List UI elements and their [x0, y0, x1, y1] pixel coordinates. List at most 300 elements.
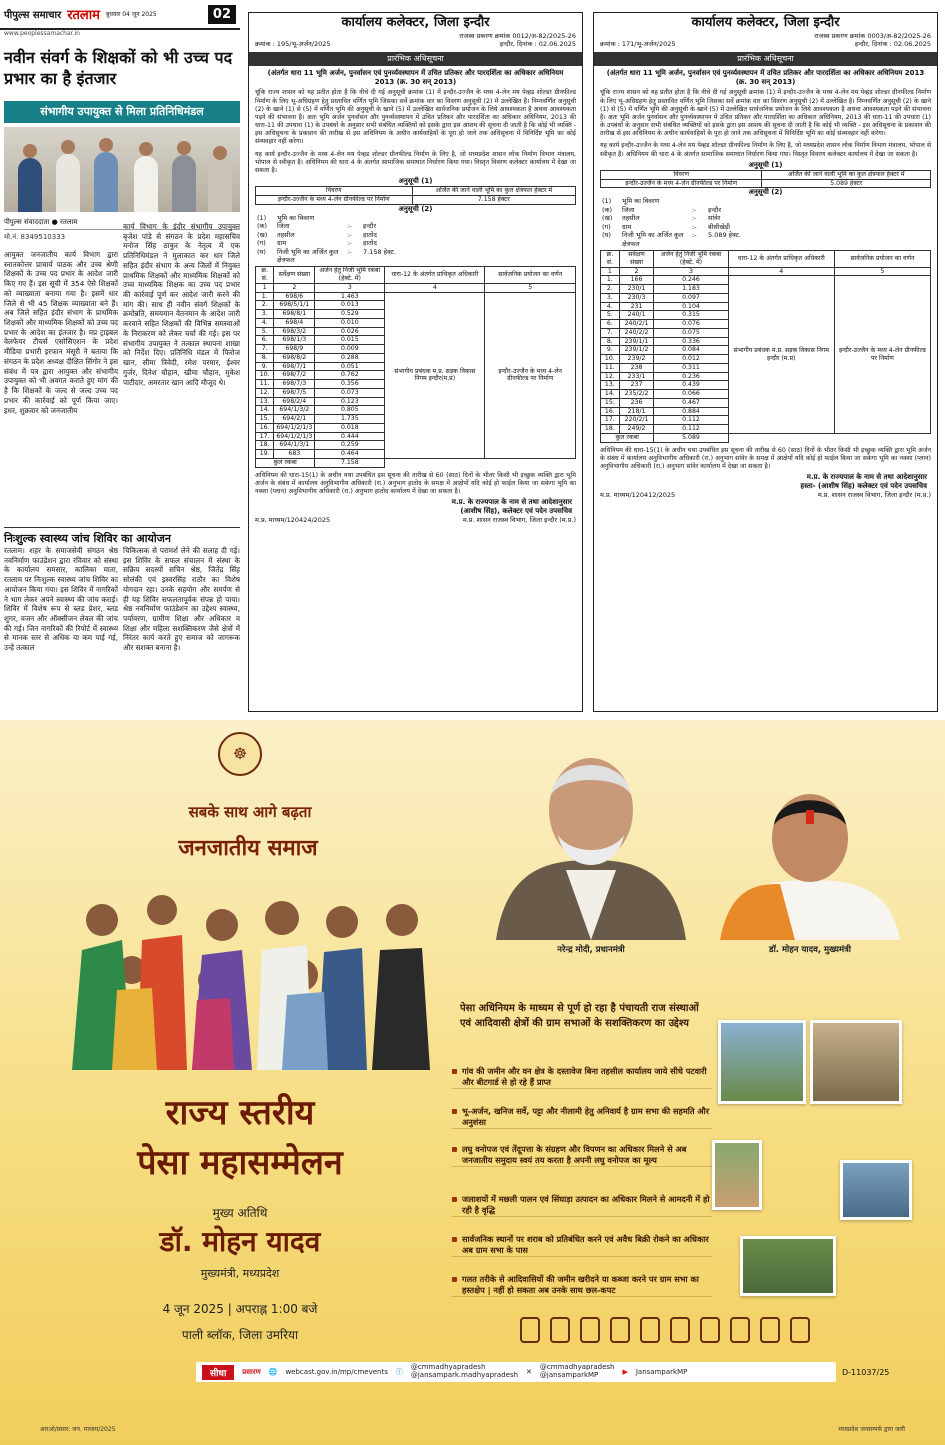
x-handle[interactable]: @cmmadhyapradesh — [539, 1363, 615, 1372]
table-cell: 236 — [619, 398, 654, 407]
notice1-sig3: म.प्र. शासन राजस्व विभाग, जिला इन्दौर (म.प्र.) — [462, 516, 576, 525]
village-photo-3 — [712, 1140, 762, 1210]
land-detail-cell: (ख) — [602, 214, 613, 223]
table-cell: 0.026 — [315, 327, 385, 336]
s1-cell: 5.089 हेक्टर — [762, 179, 931, 188]
land-detail-cell — [708, 197, 929, 205]
purpose-cell: इन्दौर-उज्जैन के मध्य 4-लेन ग्रीनफील्ड पर निर्माण — [485, 292, 576, 458]
table-cell: 0.084 — [654, 346, 728, 355]
pesa-point: जलाशयों में मछली पालन एवं सिंघाड़ा उत्पादन का अधिकार मिलने से आमदनी में हो रही है वृद्धि — [452, 1194, 712, 1217]
table-cell: 1.183 — [654, 285, 728, 294]
land-detail-cell: निजी भूमि का अर्जित कुल क्षेत्रफल — [277, 247, 339, 264]
land-detail-cell: (ख) — [257, 230, 268, 239]
pesa-point: सार्वजनिक स्थानों पर शराब को प्रतिबंधित करने एवं अवैध बिक्री रोकने का अधिकार अब ग्राम सभा के पास — [452, 1234, 712, 1257]
table-cell: 0.073 — [315, 388, 385, 397]
site-url[interactable]: www.peoplessamachar.in — [4, 30, 80, 37]
table-cell: 0.884 — [654, 407, 728, 416]
s1-head: विवरण — [601, 170, 762, 179]
table-cell: 233/1 — [619, 372, 654, 381]
story2-col1: रतलाम। शहर के समाजसेवी संगठन श्रेष्ठ नवनिर्माण फाउंडेशन द्वारा रविवार को संस्था के कार्यालय समसार, कालिका माता, रतलाम पर निःशुल्क स्वास्थ्य जांच शिविर का आयोजन किया गया। इस शिविर में नागरिकों ने भाग लेकर अपने स्वास्थ्य की जांच कराई। शिविर में विशेष रूप से ब्लड प्रेशर, ब्लड शुगर, वजन और ऑक्सीजन लेवल की जांच की गई। जिन नागरिकों की रिपोर्ट में स्वास्थ्य से मानक स्तर से अधिक या कम पाई गई, उन्हें तत्काल — [4, 546, 118, 653]
land-detail-cell: :- — [692, 231, 697, 240]
land-detail-cell: (क) — [257, 222, 268, 231]
table-cell: 249/2 — [619, 425, 654, 434]
table-cell: 6. — [256, 336, 274, 345]
land-detail-cell: :- — [347, 222, 352, 231]
village-photo-1 — [718, 1020, 806, 1104]
table-cell: 698/2/4 — [274, 397, 315, 406]
ad-slogan-2: जनजातीय समाज — [178, 836, 318, 861]
table-cell: 8. — [256, 353, 274, 362]
chief-guest-role: मुख्यमंत्री, मध्यप्रदेश — [200, 1267, 280, 1280]
land-detail-cell: 5.089 हेक्ट. — [708, 231, 742, 240]
chief-guest-name: डॉ. मोहन यादव — [159, 1225, 321, 1258]
notice2-body2: यह कार्य इन्दौर-उज्जैन के मध्य 4-लेन मय पेव्हड शोल्डर ग्रीनफील्ड निर्माण के लिए है, जो मध्यप्रदेश शासन लोक निर्माण विभाग मंत्रालय, भोपाल से स्वीकृत है। अधिनियम की धारा 4 के अंतर्गत सामाजिक समाघात निर्धारण किया गया। विस्तृत विवरण कलेक्टर कार्यालय में देखा जा सकता है। — [600, 142, 931, 158]
table-cell: 14. — [256, 406, 274, 415]
table-cell: 698/9 — [274, 345, 315, 354]
table-cell: 12. — [256, 388, 274, 397]
column-number: 5 — [485, 283, 576, 292]
table-cell: 16. — [256, 423, 274, 432]
x-icon: ✕ — [526, 1368, 532, 1376]
table-cell: 1. — [256, 292, 274, 301]
table-cell: 4. — [256, 318, 274, 327]
pm-portrait — [486, 740, 696, 962]
fb-handle[interactable]: @jansampark.madhyapradesh — [410, 1371, 519, 1379]
s1-cell: इन्दौर-उज्जैन के मध्य 4-लेन ग्रीनफील्ड पर निर्माण — [256, 195, 413, 204]
village-photo-2 — [810, 1020, 902, 1104]
table-cell: 694/1/2/1/3 — [274, 432, 315, 441]
table-cell: 8. — [601, 337, 620, 346]
notice1-dated: इन्दौर, दिनांक : 02.06.2025 — [499, 40, 576, 49]
notice2-s1-title: अनुसूची (1) — [748, 160, 783, 169]
table-cell: 11. — [601, 363, 620, 372]
table-cell: 0.762 — [315, 371, 385, 380]
land-detail-cell: (घ) — [257, 247, 266, 256]
table-cell: 0.075 — [654, 328, 728, 337]
pesa-point: गांव की जमीन और वन क्षेत्र के दस्तावेज बिना तहसील कार्यालय जाये सीधे पटवारी और बीटगार्ड से हो रहे हैं प्राप्त — [452, 1066, 712, 1089]
table-cell: 0.336 — [654, 337, 728, 346]
ad-bottom-left: आरओ/प्रसार: जन. माध्यम/2025 — [40, 1426, 116, 1433]
table-cell: 0.467 — [654, 398, 728, 407]
table-cell: 13. — [601, 381, 620, 390]
notice2-act: (अंतर्गत धारा 11 भूमि अर्जन, पुनर्वासन एवं पुनर्व्यवस्थापन में उचित प्रतिकर और पारदर्शिता का अधिकार अधिनियम 2013 (क्र. 30 सन् 2013) — [606, 69, 925, 87]
notice1-s1-title: अनुसूची (1) — [398, 177, 433, 186]
table-cell: 18. — [256, 441, 274, 450]
notice1-schedule2 — [255, 266, 576, 467]
event-title-2: पेसा महासम्मेलन — [137, 1143, 343, 1183]
story1-headline: नवीन संवर्ग के शिक्षकों को भी उच्च पद प्रभार का है इंतजार — [4, 48, 233, 88]
story1-photo — [4, 127, 240, 212]
cm-caption: डॉ. मोहन यादव, मुख्यमंत्री — [769, 945, 851, 955]
table-cell: 16. — [601, 407, 620, 416]
ad-docket-number: D-11037/25 — [842, 1368, 890, 1377]
table-cell: 0.097 — [654, 293, 728, 302]
table-cell: 18. — [601, 425, 620, 434]
table-cell: 0.464 — [315, 450, 385, 459]
story2-headline: निःशुल्क स्वास्थ्य जांच शिविर का आयोजन — [4, 527, 240, 546]
column-number: 4 — [728, 267, 834, 276]
table-cell: 220/2/1 — [619, 416, 654, 425]
table-cell: 7. — [256, 345, 274, 354]
byline-place: रतलाम — [60, 218, 78, 226]
table-cell: 15. — [601, 398, 620, 407]
tribal-art-icon — [700, 1317, 720, 1343]
table-cell: 3. — [256, 310, 274, 319]
land-detail-cell: भूमि का विवरण — [277, 213, 315, 222]
table-cell: 7. — [601, 328, 620, 337]
land-detail-cell: :- — [347, 230, 352, 239]
table-cell: 4. — [601, 302, 620, 311]
notice1-body: चूंकि राज्य शासन को यह प्रतीत होता है कि नीचे दी गई अनुसूची क्रमांक (1) में इन्दौर-उज्जैन के मध्य 4-लेन मय पेव्हड शोल्डर ग्रीनफील्ड निर्माण के लिए भू-अधिग्रहण हेतु प्रस्तावित वर्णित भूमि जिसका सर्वे क्रमांक वार का विवरण अनुसूची (2) में उल्लेखित है। निम्नवर्णित अनुसूची (2) के खाने (1) से (5) में वर्णित भूमि की अनुसूची के खाने (5) में उल्लेखित सार्वजनिक प्रयोजन के लिये आवश्यकता है अथवा आवश्यकता पड़ने की संभावना है। अतः भूमि अर्जन पुनर्वासन और पुनर्व्यवस्थापन में उचित प्रतिकर और पारदर्शिता का अधिकार अधिनियम, 2013 की धारा-11 की उपधारा (1) के उपबंधों के अनुसार सभी संबंधित व्यक्तियों को इसके द्वारा इस आशय की सूचना दी जाती है कि कोई भी व्यक्ति - इस अधिसूचना के प्रकाशन की तारीख से इस अधिनियम के अधीन कार्यवाहियों के पूरा हो जाने तक अधिसूचना में विनिर्दिष्ट भूमि का कोई संव्यवहार नहीं करेगा। — [255, 89, 576, 146]
table-cell: 0.051 — [315, 362, 385, 371]
notice2-footer: अधिनियम की धारा-15(1) के अधीन यथा उपबंधित इस सूचना की तारीख से 60 (साठ) दिनों के भीतर किसी भी इच्छुक व्यक्ति द्वारा भूमि अर्जन के संबंध में कार्यालय अनुविभागीय अधिकारी (रा.) अनुभाग सांवेर के समक्ष में आक्षेपों यदि कोई हो फाईल किया जा सकेगा भूमि का नक्शा (प्लान) अनुविभागीय अधिकारी (रा.) अनुभाग सांवेर कार्यालय में देखा जा सकता है। — [600, 446, 931, 470]
table-cell: 0.311 — [654, 363, 728, 372]
pesa-point: गलत तरीके से आदिवासियों की जमीन खरीदने या कब्जा करने पर ग्राम सभा का हस्तक्षेप | नहीं हो सकता अब उनके साथ छल-कपट — [452, 1274, 712, 1297]
notice2-dated: इन्दौर, दिनांक : 02.06.2025 — [854, 40, 931, 49]
notice-2 — [593, 12, 938, 712]
table-cell: 0.112 — [654, 416, 728, 425]
table-cell: 0.076 — [654, 320, 728, 329]
land-detail-cell: (क) — [602, 205, 613, 214]
notice1-regno: राजस्व प्रकरण क्रमांक 0012/अ-82/2025-26 — [459, 31, 576, 40]
table-cell: 0.066 — [654, 390, 728, 399]
story1-subhead: संभागीय उपायुक्त से मिला प्रतिनिधिमंडल — [4, 101, 240, 123]
table-cell: 17. — [601, 416, 620, 425]
column-number: 2 — [274, 283, 315, 292]
pm-photo — [486, 740, 696, 940]
notice1-caseno: क्रमांक : 195/भू-अर्जन/2025 — [255, 40, 331, 49]
table-cell: 698/7/2 — [274, 371, 315, 380]
table-cell: 235/2/2 — [619, 390, 654, 399]
land-detail-cell: :- — [347, 239, 352, 248]
column-number: 1 — [256, 283, 274, 292]
column-header: सार्वजनिक प्रयोजन का वर्णन — [834, 251, 930, 268]
total-label: कुल रकबा — [256, 458, 315, 467]
notice2-sig1: म.प्र. के राज्यपाल के नाम से तथा आदेशानुसार — [806, 473, 927, 482]
column-header: क्र. सं. — [256, 267, 274, 284]
land-detail-cell: (घ) — [602, 231, 611, 240]
tribal-art-icon — [640, 1317, 660, 1343]
village-photo-5 — [740, 1236, 836, 1296]
table-cell: 0.315 — [654, 311, 728, 320]
column-header: अर्जन हेतु निजी भूमि रकबा (हेक्टे. में) — [654, 251, 728, 268]
land-detail-cell: ग्राम — [277, 239, 287, 248]
s1-cell: 7.158 हेक्टर — [412, 195, 575, 204]
table-cell: 11. — [256, 380, 274, 389]
total-value: 7.158 — [315, 458, 385, 467]
table-cell: 0.018 — [315, 423, 385, 432]
table-cell: 239/1/2 — [619, 346, 654, 355]
city-name: रतलाम — [67, 8, 100, 23]
column-number: 4 — [385, 283, 485, 292]
notice2-sig2: हस्ता- (आशीष सिंह) कलेक्टर एवं पदेन उपसचिव — [800, 482, 927, 491]
pesa-point: लघु वनोपज एवं तेंदूपत्ता के संग्रहण और विपणन का अधिकार मिलने से अब जनजातीय समुदाय स्वयं तय करता है अपनी लघु वनोपज का मूल्य — [452, 1144, 712, 1167]
total-row — [256, 458, 576, 467]
s1-head: अर्जित की जाने वाली भूमि का कुल क्षेत्रफल हेक्टर में — [762, 170, 931, 179]
notice1-s2-title: अनुसूची (2) — [398, 204, 433, 213]
notice2-s2-title: अनुसूची (2) — [748, 188, 783, 197]
table-cell: 0.529 — [315, 310, 385, 319]
land-detail-cell — [347, 214, 363, 222]
notice1-office: कार्यालय कलेक्टर, जिला इन्दौर — [341, 15, 490, 30]
notice1-body2: यह कार्य इन्दौर-उज्जैन के मध्य 4-लेन मय पेव्हड शोल्डर ग्रीनफील्ड निर्माण के लिए है, जो मध्यप्रदेश शासन लोक निर्माण विभाग मंत्रालय, भोपाल से स्वीकृत है। अधिनियम की धारा 4 के अंतर्गत सामाजिक समाघात निर्धारण किया गया। विस्तृत विवरण कलेक्टर कार्यालय में देखा जा सकता है। — [255, 150, 576, 174]
column-number: 5 — [834, 267, 930, 276]
authority-cell: संभागीय प्रबंधक म.प्र. सड़क विकास निगम इन्दौर(म.प्र) — [385, 292, 485, 458]
x-handle[interactable]: @jansamparkMP — [539, 1371, 599, 1379]
table-cell: 237 — [619, 381, 654, 390]
table-cell: 0.010 — [315, 318, 385, 327]
table-row — [601, 276, 931, 285]
table-cell: 0.444 — [315, 432, 385, 441]
table-cell: 2. — [601, 285, 620, 294]
land-detail-cell: सांवेर — [708, 214, 721, 223]
table-cell: 0.236 — [654, 372, 728, 381]
table-cell: 1. — [601, 276, 620, 285]
column-number: 1 — [601, 267, 620, 276]
land-detail-cell — [363, 214, 574, 222]
table-cell: 0.356 — [315, 380, 385, 389]
globe-icon: 🌐 — [268, 1368, 278, 1376]
table-cell: 0.259 — [315, 441, 385, 450]
table-cell: 0.246 — [654, 276, 728, 285]
byline-author: पीपुल्स संवाददाता — [4, 218, 50, 226]
table-row — [256, 292, 576, 301]
land-detail-cell: इन्दौर — [708, 205, 721, 214]
village-photo-4 — [840, 1160, 912, 1220]
table-cell: 231 — [619, 302, 654, 311]
table-cell: 14. — [601, 390, 620, 399]
table-cell: 3. — [601, 293, 620, 302]
table-cell: 698/8/1 — [274, 310, 315, 319]
table-cell: 230/1 — [619, 285, 654, 294]
sidha-label: सीधा — [202, 1365, 234, 1380]
table-cell: 240/1 — [619, 311, 654, 320]
table-cell: 230/3 — [619, 293, 654, 302]
column-header: क्र. सं. — [601, 251, 620, 268]
table-cell: 1.463 — [315, 292, 385, 301]
table-cell: 240/2/2 — [619, 328, 654, 337]
table-cell: 10. — [256, 371, 274, 380]
table-cell: 238 — [619, 363, 654, 372]
notice2-land-details — [594, 197, 937, 248]
table-cell: 6. — [601, 320, 620, 329]
story1-col2: कार्य विभाग के इंदौर संभागीय उपायुक्त बृजेश पांडे से संगठन के प्रदेश महासचिव मनोज सिंह ठाकुर के नेतृत्व में एक प्रतिनिधिमंडल ने मुलाकात कर धार जिले सहित इंदौर संभाग के अन्य जिलों में नियुक्त प्राथमिक शिक्षकों और माध्यमिक शिक्षकों को उच्च माध्यमिक शिक्षक का उच्च पद प्रभार की कार्रवाई पूर्ण कर आदेश जारी करने की मांग की। साथ ही नवीन संवर्ग शिक्षकों के क्रमोन्नति, समयमान वेतनमान के आदेश जारी करवाने सहित शिक्षकों की विभिन्न समस्याओं के निराकरण को लेकर चर्चा की गई। इस पर संभागीय उपायुक्त ने तत्काल स्थापना शाखा को निर्देश दिए। प्रतिनिधि मंडल में फिरोज खान, सीमा त्रिवेदी, रमेश परमार, ईश्वर गुर्जर, दिनेश चौहान, खीमा चौहान, मुकेश पाटीदार, अमरतार खान आदि मौजूद थे। — [123, 222, 240, 387]
ad-footer-strip — [196, 1362, 836, 1382]
s1-cell: इन्दौर-उज्जैन के मध्य 4-लेन ग्रीनफील्ड पर निर्माण — [601, 179, 762, 188]
column-header: सार्वजनिक प्रयोजन का वर्णन — [485, 267, 576, 284]
table-cell: 698/4 — [274, 318, 315, 327]
total-label: कुल रकबा — [601, 433, 654, 442]
notice-1 — [248, 12, 583, 712]
table-cell: 698/5/1/1 — [274, 301, 315, 310]
column-header: सर्वेक्षण संख्या — [619, 251, 654, 268]
land-detail-cell: :- — [347, 247, 352, 256]
tribal-art-icon — [730, 1317, 750, 1343]
purpose-cell: इन्दौर-उज्जैन के मध्य 4-लेन ग्रीनफील्ड पर निर्माण — [834, 276, 930, 434]
total-value: 5.089 — [654, 433, 728, 442]
page-number: 02 — [208, 5, 236, 24]
table-cell: 0.112 — [654, 425, 728, 434]
notice2-body: चूंकि राज्य शासन को यह प्रतीत होता है कि नीचे दी गई अनुसूची क्रमांक (1) में इन्दौर-उज्जैन के मध्य 4-लेन मय पेव्हड शोल्डर ग्रीनफील्ड निर्माण के लिए भू-अधिग्रहण हेतु प्रस्तावित वर्णित भूमि जिसका सर्वे क्रमांक वार का विवरण अनुसूची (2) में उल्लेखित है। निम्नवर्णित अनुसूची (2) के खाने (1) से (5) में वर्णित भूमि की अनुसूची के खाने (5) में उल्लेखित सार्वजनिक प्रयोजन के लिये आवश्यकता है अथवा आवश्यकता पड़ने की संभावना है। अतः भूमि अर्जन पुनर्वासन और पुनर्व्यवस्थापन में उचित प्रतिकर और पारदर्शिता का अधिकार अधिनियम, 2013 की धारा-11 की उपधारा (1) के उपबंधों के अनुसार सभी संबंधित व्यक्तियों को इसके द्वारा इस आशय की सूचना दी जाती है कि कोई भी व्यक्ति - इस अधिसूचना के प्रकाशन की तारीख से इस अधिनियम के अधीन कार्यवाहियों के पूरा हो जाने तक अधिसूचना में विनिर्दिष्ट भूमि का कोई संव्यवहार नहीं करेगा। — [600, 89, 931, 138]
table-cell: 9. — [256, 362, 274, 371]
table-cell: 13. — [256, 397, 274, 406]
tribal-art-icon — [760, 1317, 780, 1343]
notice2-caseno: क्रमांक : 171/भू-अर्जन/2025 — [600, 40, 676, 49]
pesa-point: भू-अर्जन, खनिज सर्वे, पट्टा और नीलामी हेतु अनिवार्य है ग्राम सभा की सहमति और अनुशंसा — [452, 1106, 712, 1129]
table-cell: 240/2/1 — [619, 320, 654, 329]
land-detail-cell: भूमि का विवरण — [622, 197, 660, 206]
land-detail-cell: हातोद — [363, 239, 377, 248]
tribal-art-icon — [580, 1317, 600, 1343]
tribal-art-icon — [610, 1317, 630, 1343]
notice2-bar: प्रारंभिक अधिसूचना — [594, 52, 937, 66]
event-venue: पाली ब्लॉक, जिला उमरिया — [181, 1328, 299, 1342]
youtube-handle[interactable]: JansamparkMP — [635, 1368, 688, 1376]
issue-date: बुधवार 04 जून 2025 — [105, 11, 157, 18]
notice2-schedule1 — [600, 170, 931, 189]
tribal-people-photo — [62, 880, 482, 1070]
table-cell: 698/7/1 — [274, 362, 315, 371]
notice1-madhyam: म.प्र. माध्यम/120424/2025 — [255, 516, 331, 525]
notice2-madhyam: म.प्र. माध्यम/120412/2025 — [600, 491, 676, 500]
cm-photo — [700, 780, 920, 940]
land-detail-cell: निजी भूमि का अर्जित कुल क्षेत्रफल — [622, 231, 684, 248]
table-cell: 0.123 — [315, 397, 385, 406]
column-header: धारा-12 के अंतर्गत प्राधिकृत अधिकारी — [728, 251, 834, 268]
column-number: 2 — [619, 267, 654, 276]
event-datetime: 4 जून 2025 | अपराह्न 1:00 बजे — [162, 1302, 318, 1316]
column-header: सर्वेक्षण संख्या — [274, 267, 315, 284]
cm-portrait — [700, 780, 920, 962]
notice2-schedule2 — [600, 250, 931, 443]
table-cell: 9. — [601, 346, 620, 355]
notice2-office: कार्यालय कलेक्टर, जिला इन्दौर — [691, 15, 840, 30]
s1-head: अर्जित की जाने वाली भूमि का कुल क्षेत्रफल हेक्टर में — [412, 187, 575, 196]
table-cell: 1.735 — [315, 415, 385, 424]
land-detail-cell: जिला — [622, 205, 635, 214]
land-detail-cell: इन्दौर — [363, 222, 376, 231]
table-cell: 15. — [256, 415, 274, 424]
land-detail-cell: (ग) — [602, 222, 611, 231]
land-detail-cell — [692, 197, 708, 205]
notice1-sig1: म.प्र. के राज्यपाल के नाम से तथा आदेशानुसार — [451, 498, 572, 507]
pm-caption: नरेन्द्र मोदी, प्रधानमंत्री — [557, 945, 625, 955]
ad-bottom-right: मध्यप्रदेश जनसम्पर्क द्वारा जारी — [838, 1426, 905, 1433]
table-cell: 0.015 — [315, 336, 385, 345]
webcast-link[interactable]: webcast.gov.in/mp/cmevents — [285, 1368, 388, 1376]
land-detail-cell: (1) — [602, 197, 612, 206]
chief-guest-label: मुख्य अतिथि — [212, 1206, 268, 1220]
pesa-intro: पेसा अधिनियम के माध्यम से पूर्ण हो रहा है पंचायती राज संस्थाओं एवं आदिवासी क्षेत्रों की ग्राम सभाओं के सशक्तिकरण का उद्देश्य — [460, 1003, 699, 1029]
table-cell: 698/1/3 — [274, 336, 315, 345]
notice1-sig2: (आशीष सिंह), कलेक्टर एवं पदेन उपसचिव — [460, 507, 572, 516]
s1-head: विवरण — [256, 187, 413, 196]
table-cell: 694/2/1 — [274, 415, 315, 424]
tribal-art-icon — [520, 1317, 540, 1343]
total-row — [601, 433, 931, 442]
table-cell: 0.009 — [315, 345, 385, 354]
column-number: 3 — [315, 283, 385, 292]
notice1-bar: प्रारंभिक अधिसूचना — [249, 52, 582, 66]
table-cell: 0.805 — [315, 406, 385, 415]
table-cell: 2. — [256, 301, 274, 310]
table-cell: 0.013 — [315, 301, 385, 310]
land-detail-cell: ग्राम — [622, 222, 632, 231]
table-cell: 218/1 — [619, 407, 654, 416]
facebook-icon: ⓕ — [395, 1368, 403, 1376]
story1-byline: पीपुल्स संवाददाता ● रतलाम — [4, 218, 240, 230]
table-cell: 0.104 — [654, 302, 728, 311]
notice1-land-details — [249, 214, 582, 265]
notice2-sig3: म.प्र. शासन राजस्व विभाग, जिला इन्दौर (म.प्र.) — [817, 491, 931, 500]
tribal-art-icon — [670, 1317, 690, 1343]
ad-slogan-1: सबके साथ आगे बढ़ता — [188, 803, 312, 821]
story2-col2: चिकित्सक से परामर्श लेने की सलाह दी गई। इस शिविर के सफल संचालन में संस्था के सक्रिय सदस्यों सचिन श्रेष्ठ, जितेंद्र सिंह सोलंकी एवं इस्वरसिंह राठौर का विशेष योगदान रहा। उनके सहयोग और समर्पण से ही यह शिविर सफलतापूर्वक संपन्न हो पाया। श्रेष्ठ नवनिर्माण फाउंडेशन का उद्देश्य स्वास्थ्य, पर्यावरण, ग्रामीण शिक्षा और अधिकार व शिक्षा और महिला सशक्तिकरण जैसे क्षेत्रों में निरंतर कार्य करते हुए समाज को जागरूक और सशक्त बनाना है। — [123, 546, 240, 653]
story1-col1: आयुक्त जनजातीय कार्य विभाग द्वारा स्नातकोत्तर प्राचार्य पाठक और उच्च श्रेणी शिक्षकों के उच्च पद प्रभार के आदेश जारी किए गए हैं। इस सूची में 354 ऐसे शिक्षकों को व्याख्याता बनाया गया है। इसमें धार जिले से भी 45 शिक्षक व्याख्याता बने हैं। अब जिले सहित इंदौर संभाग के प्राथमिक शिक्षकों और माध्यमिक शिक्षकों को उच्च पद प्रभार के आदेश का इंतजार है। मप्र ट्राइबल वेलफेयर टीचर्स एसोसिएशन के प्रदेश मीडिया प्रभारी इरफान मंसूरी ने बताया कि संगठन के प्रदेश अध्यक्ष दीक्षित सिंगोर ने इस संबंध में पत्र द्वारा आयुक्त और संभागीय उपायुक्त को भी अवगत कराते हुए मांग की है कि शिक्षकों के जल्द से जल्द उच्च पद प्रभार की कार्रवाई को पूर्ण किया जाए। इधर, शुक्रवार को जनजातीय — [4, 250, 118, 415]
table-cell: 698/8/2 — [274, 353, 315, 362]
table-cell: 239/1/1 — [619, 337, 654, 346]
notice2-regno: राजस्व प्रकरण क्रमांक 0003/अ-82/2025-26 — [814, 31, 931, 40]
notice1-act: (अंतर्गत धारा 11 भूमि अर्जन, पुनर्वासन एवं पुनर्व्यवस्थापन में उचित प्रतिकर और पारदर्शिता का अधिकार अधिनियम 2013 (क्र. 30 सन् 2013) — [267, 69, 564, 87]
authority-cell: संभागीय प्रबंधक म.प्र. सड़क विकास निगम इन्दौर (म.प्र) — [728, 276, 834, 434]
land-detail-cell: :- — [692, 205, 697, 214]
land-detail-cell: 7.158 हेक्ट. — [363, 247, 397, 256]
column-header: धारा-12 के अंतर्गत प्राधिकृत अधिकारी — [385, 267, 485, 284]
table-cell: 19. — [256, 450, 274, 459]
table-cell: 683 — [274, 450, 315, 459]
pesa-advertisement — [0, 720, 945, 1445]
land-detail-cell: :- — [692, 222, 697, 231]
notice1-footer: अधिनियम की धारा-15(1) के अधीन यथा उपबंधित इस सूचना की तारीख से 60 (साठ) दिनों के भीतर किसी भी इच्छुक व्यक्ति द्वारा भूमि अर्जन के संबंध में कार्यालय अनुविभागीय अधिकारी (रा.) अनुभाग हातोद के समक्ष में आक्षेपों यदि कोई हो फाईल किया जा सकेगा भूमि का नक्शा (प्लान) अनुविभागीय अधिकारी (रा.) अनुभाग हातोद कार्यालय में देखा जा सकता है। — [255, 471, 576, 495]
masthead — [0, 0, 240, 30]
youtube-icon: ▶ — [622, 1368, 628, 1376]
story1-phone: मो.नं. 8349510333 — [4, 233, 66, 241]
event-title-1: राज्य स्तरीय — [165, 1093, 315, 1133]
table-cell: 17. — [256, 432, 274, 441]
table-cell: 12. — [601, 372, 620, 381]
table-cell: 0.439 — [654, 381, 728, 390]
column-header: अर्जन हेतु निजी भूमि रकबा (हेक्टे. में) — [315, 267, 385, 284]
table-cell: 694/1/2/1/3 — [274, 423, 315, 432]
table-cell: 694/1/3/2 — [274, 406, 315, 415]
table-cell: 10. — [601, 355, 620, 364]
mp-emblem-icon: ☸ — [218, 732, 262, 776]
brand-name: पीपुल्स समाचार — [4, 10, 62, 21]
fb-handle[interactable]: @cmmadhyapradesh — [410, 1363, 486, 1372]
table-cell: 698/3/2 — [274, 327, 315, 336]
table-cell: 698/6 — [274, 292, 315, 301]
notice1-schedule1 — [255, 186, 576, 205]
tribal-art-icon — [550, 1317, 570, 1343]
tribal-art-strip — [520, 1310, 850, 1350]
tribal-art-icon — [790, 1317, 810, 1343]
land-detail-cell: तहसील — [622, 214, 640, 223]
land-detail-cell: बीसीखेड़ी — [708, 222, 730, 231]
land-detail-cell: तहसील — [277, 230, 295, 239]
table-cell: 698/7/3 — [274, 380, 315, 389]
table-cell: 0.288 — [315, 353, 385, 362]
prasaran-label: प्रसारण — [242, 1367, 261, 1376]
table-cell: 239/2 — [619, 355, 654, 364]
column-number: 3 — [654, 267, 728, 276]
table-cell: 694/1/3/1 — [274, 441, 315, 450]
table-cell: 166 — [619, 276, 654, 285]
land-detail-cell: (1) — [257, 213, 267, 222]
table-cell: 698/7/5 — [274, 388, 315, 397]
land-detail-cell: जिला — [277, 222, 290, 231]
land-detail-cell: (ग) — [257, 239, 266, 248]
land-detail-cell: :- — [692, 214, 697, 223]
